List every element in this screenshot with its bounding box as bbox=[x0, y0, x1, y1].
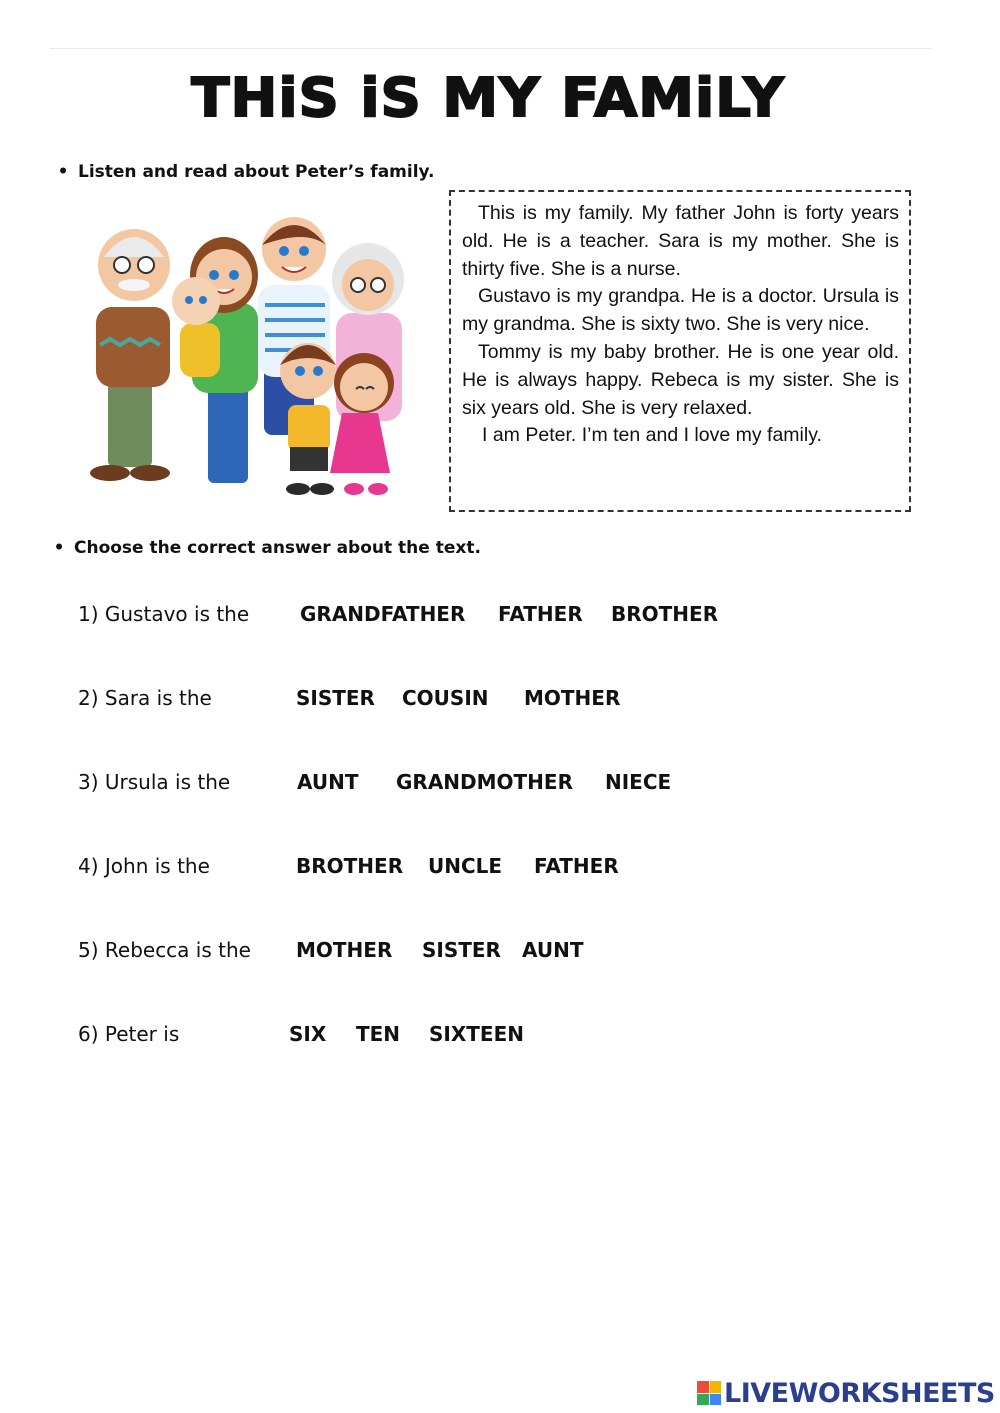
answer-option[interactable]: UNCLE bbox=[428, 854, 503, 878]
story-paragraph: I am Peter. I’m ten and I love my family. bbox=[482, 424, 822, 447]
grandpa-figure bbox=[90, 229, 170, 481]
father-figure bbox=[258, 217, 330, 435]
answer-option[interactable]: COUSIN bbox=[402, 686, 489, 710]
instruction-listen bbox=[56, 162, 435, 182]
question-text: 2) Sara is the bbox=[78, 686, 212, 710]
brand-name: LIVEWORKSHEETS bbox=[724, 1377, 995, 1409]
answer-option[interactable]: AUNT bbox=[297, 770, 359, 794]
answer-option[interactable]: NIECE bbox=[605, 770, 672, 794]
answer-option[interactable]: GRANDMOTHER bbox=[396, 770, 573, 794]
answer-option[interactable]: FATHER bbox=[498, 602, 583, 626]
answer-option[interactable]: AUNT bbox=[522, 938, 584, 962]
top-divider bbox=[50, 48, 932, 49]
instruction-listen-text: Listen and read about Peter’s family. bbox=[78, 162, 435, 182]
bullet: • bbox=[53, 538, 65, 558]
boy-figure bbox=[280, 343, 336, 495]
answer-option[interactable]: TEN bbox=[356, 1022, 401, 1046]
page-title: THiS iS MY FAMiLY bbox=[191, 67, 785, 130]
answer-option[interactable]: MOTHER bbox=[524, 686, 621, 710]
girl-figure bbox=[330, 353, 394, 495]
question-text: 3) Ursula is the bbox=[78, 770, 231, 794]
answer-option[interactable]: BROTHER bbox=[296, 854, 404, 878]
story-paragraph: Gustavo is my grandpa. He is a doctor. Ursula is my grandma. She is sixty two. She is very nice. bbox=[462, 285, 899, 336]
answer-option[interactable]: MOTHER bbox=[296, 938, 393, 962]
story-box bbox=[449, 190, 911, 512]
answer-option[interactable]: SIX bbox=[289, 1022, 327, 1046]
question-text: 4) John is the bbox=[78, 854, 210, 878]
story-paragraph: Tommy is my baby brother. He is one year old. He is always happy. Rebeca is my sister. She is six years old. She is very relaxed. bbox=[462, 340, 899, 419]
story-paragraph: This is my family. My father John is forty years old. He is a teacher. Sara is my mother. She is thirty five. She is a nurse. bbox=[462, 202, 899, 280]
liveworksheets-brand[interactable] bbox=[697, 1376, 995, 1410]
answer-option[interactable]: BROTHER bbox=[611, 602, 719, 626]
family-illustration bbox=[60, 205, 432, 505]
answer-option[interactable]: SISTER bbox=[296, 686, 375, 710]
answer-option[interactable]: SISTER bbox=[422, 938, 501, 962]
answer-option[interactable]: GRANDFATHER bbox=[300, 602, 466, 626]
question-text: 5) Rebecca is the bbox=[78, 938, 251, 962]
question-text: 1) Gustavo is the bbox=[78, 602, 250, 626]
answer-option[interactable]: FATHER bbox=[534, 854, 619, 878]
answer-option[interactable]: SIXTEEN bbox=[429, 1022, 524, 1046]
liveworksheets-logo-icon bbox=[697, 1381, 721, 1405]
baby-figure bbox=[172, 277, 220, 377]
instruction-choose-text: Choose the correct answer about the text. bbox=[74, 538, 481, 558]
instruction-choose bbox=[52, 538, 481, 558]
bullet: • bbox=[57, 162, 69, 182]
question-text: 6) Peter is bbox=[78, 1022, 180, 1046]
